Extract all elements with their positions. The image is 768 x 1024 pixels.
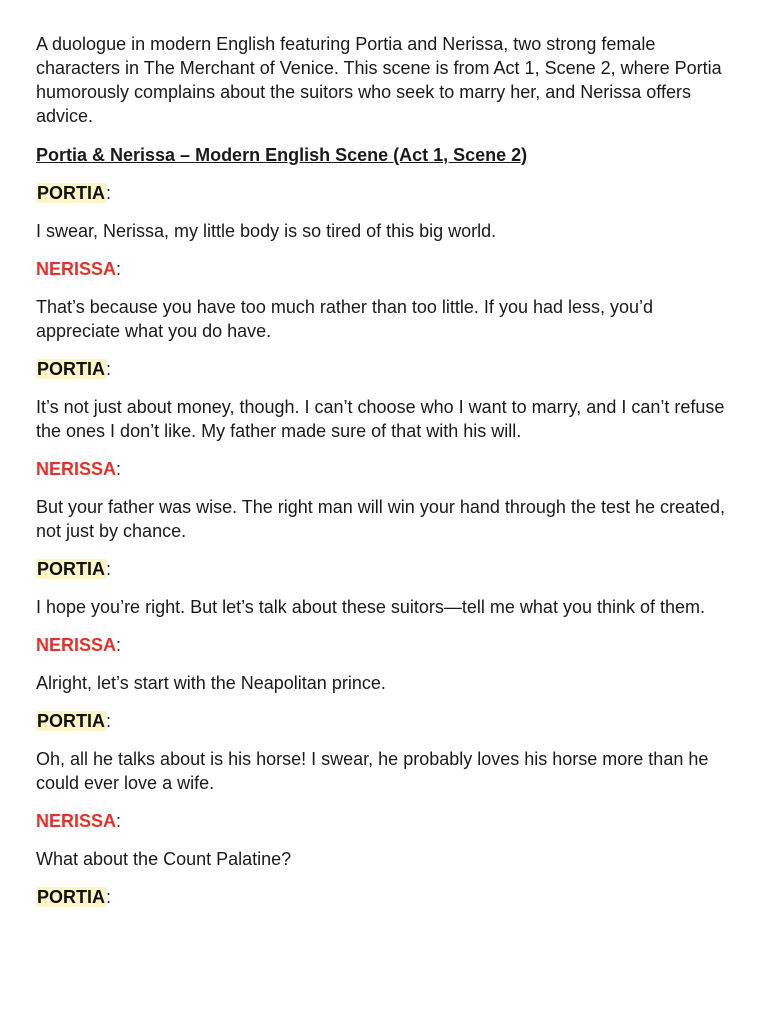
dialogue-line: That’s because you have too much rather than too little. If you had less, you’d appreciate what you do have. bbox=[36, 297, 654, 341]
dialogue-line: I swear, Nerissa, my little body is so tired of this big world. bbox=[36, 221, 497, 241]
speaker-label bbox=[36, 885, 732, 909]
speaker-colon: : bbox=[116, 459, 122, 479]
speaker-name-portia: PORTIA bbox=[37, 559, 106, 579]
dialogue-line: Alright, let’s start with the Neapolitan prince. bbox=[36, 673, 386, 693]
dialogue-line: It’s not just about money, though. I can’t choose who I want to marry, and I can’t refuse the ones I don’t like. My father made sure of that with his will. bbox=[36, 397, 725, 441]
speaker-label bbox=[36, 357, 732, 381]
speaker-label bbox=[36, 257, 732, 281]
speaker-colon: : bbox=[106, 183, 112, 203]
speaker-name-nerissa: NERISSA bbox=[36, 811, 117, 831]
speaker-colon: : bbox=[106, 359, 112, 379]
speaker-label bbox=[36, 633, 732, 657]
dialogue-line: What about the Count Palatine? bbox=[36, 849, 292, 869]
speaker-name-portia: PORTIA bbox=[37, 183, 106, 203]
speaker-colon: : bbox=[116, 811, 122, 831]
speaker-label bbox=[36, 809, 732, 833]
speaker-colon: : bbox=[116, 635, 122, 655]
speaker-name-portia: PORTIA bbox=[37, 711, 106, 731]
speaker-colon: : bbox=[106, 711, 112, 731]
speaker-label bbox=[36, 181, 732, 205]
speaker-name-nerissa: NERISSA bbox=[36, 459, 117, 479]
speaker-label bbox=[36, 457, 732, 481]
intro-paragraph: A duologue in modern English featuring Portia and Nerissa, two strong female characters in The Merchant of Venice. This scene is from Act 1, Scene 2, where Portia humorously complains about the suitors who seek to marry her, and Nerissa offers advice. bbox=[36, 34, 722, 126]
dialogue bbox=[36, 181, 732, 909]
dialogue-line: I hope you’re right. But let’s talk about these suitors—tell me what you think of them. bbox=[36, 597, 706, 617]
speaker-name-portia: PORTIA bbox=[37, 887, 106, 907]
speaker-colon: : bbox=[106, 559, 112, 579]
scene-title: Portia & Nerissa – Modern English Scene (Act 1, Scene 2) bbox=[36, 145, 528, 165]
speaker-colon: : bbox=[116, 259, 122, 279]
speaker-label bbox=[36, 709, 732, 733]
speaker-name-portia: PORTIA bbox=[37, 359, 106, 379]
dialogue-line: But your father was wise. The right man will win your hand through the test he created, not just by chance. bbox=[36, 497, 726, 541]
speaker-colon: : bbox=[106, 887, 112, 907]
speaker-name-nerissa: NERISSA bbox=[36, 259, 117, 279]
speaker-name-nerissa: NERISSA bbox=[36, 635, 117, 655]
speaker-label bbox=[36, 557, 732, 581]
dialogue-line: Oh, all he talks about is his horse! I swear, he probably loves his horse more than he could ever love a wife. bbox=[36, 749, 709, 793]
